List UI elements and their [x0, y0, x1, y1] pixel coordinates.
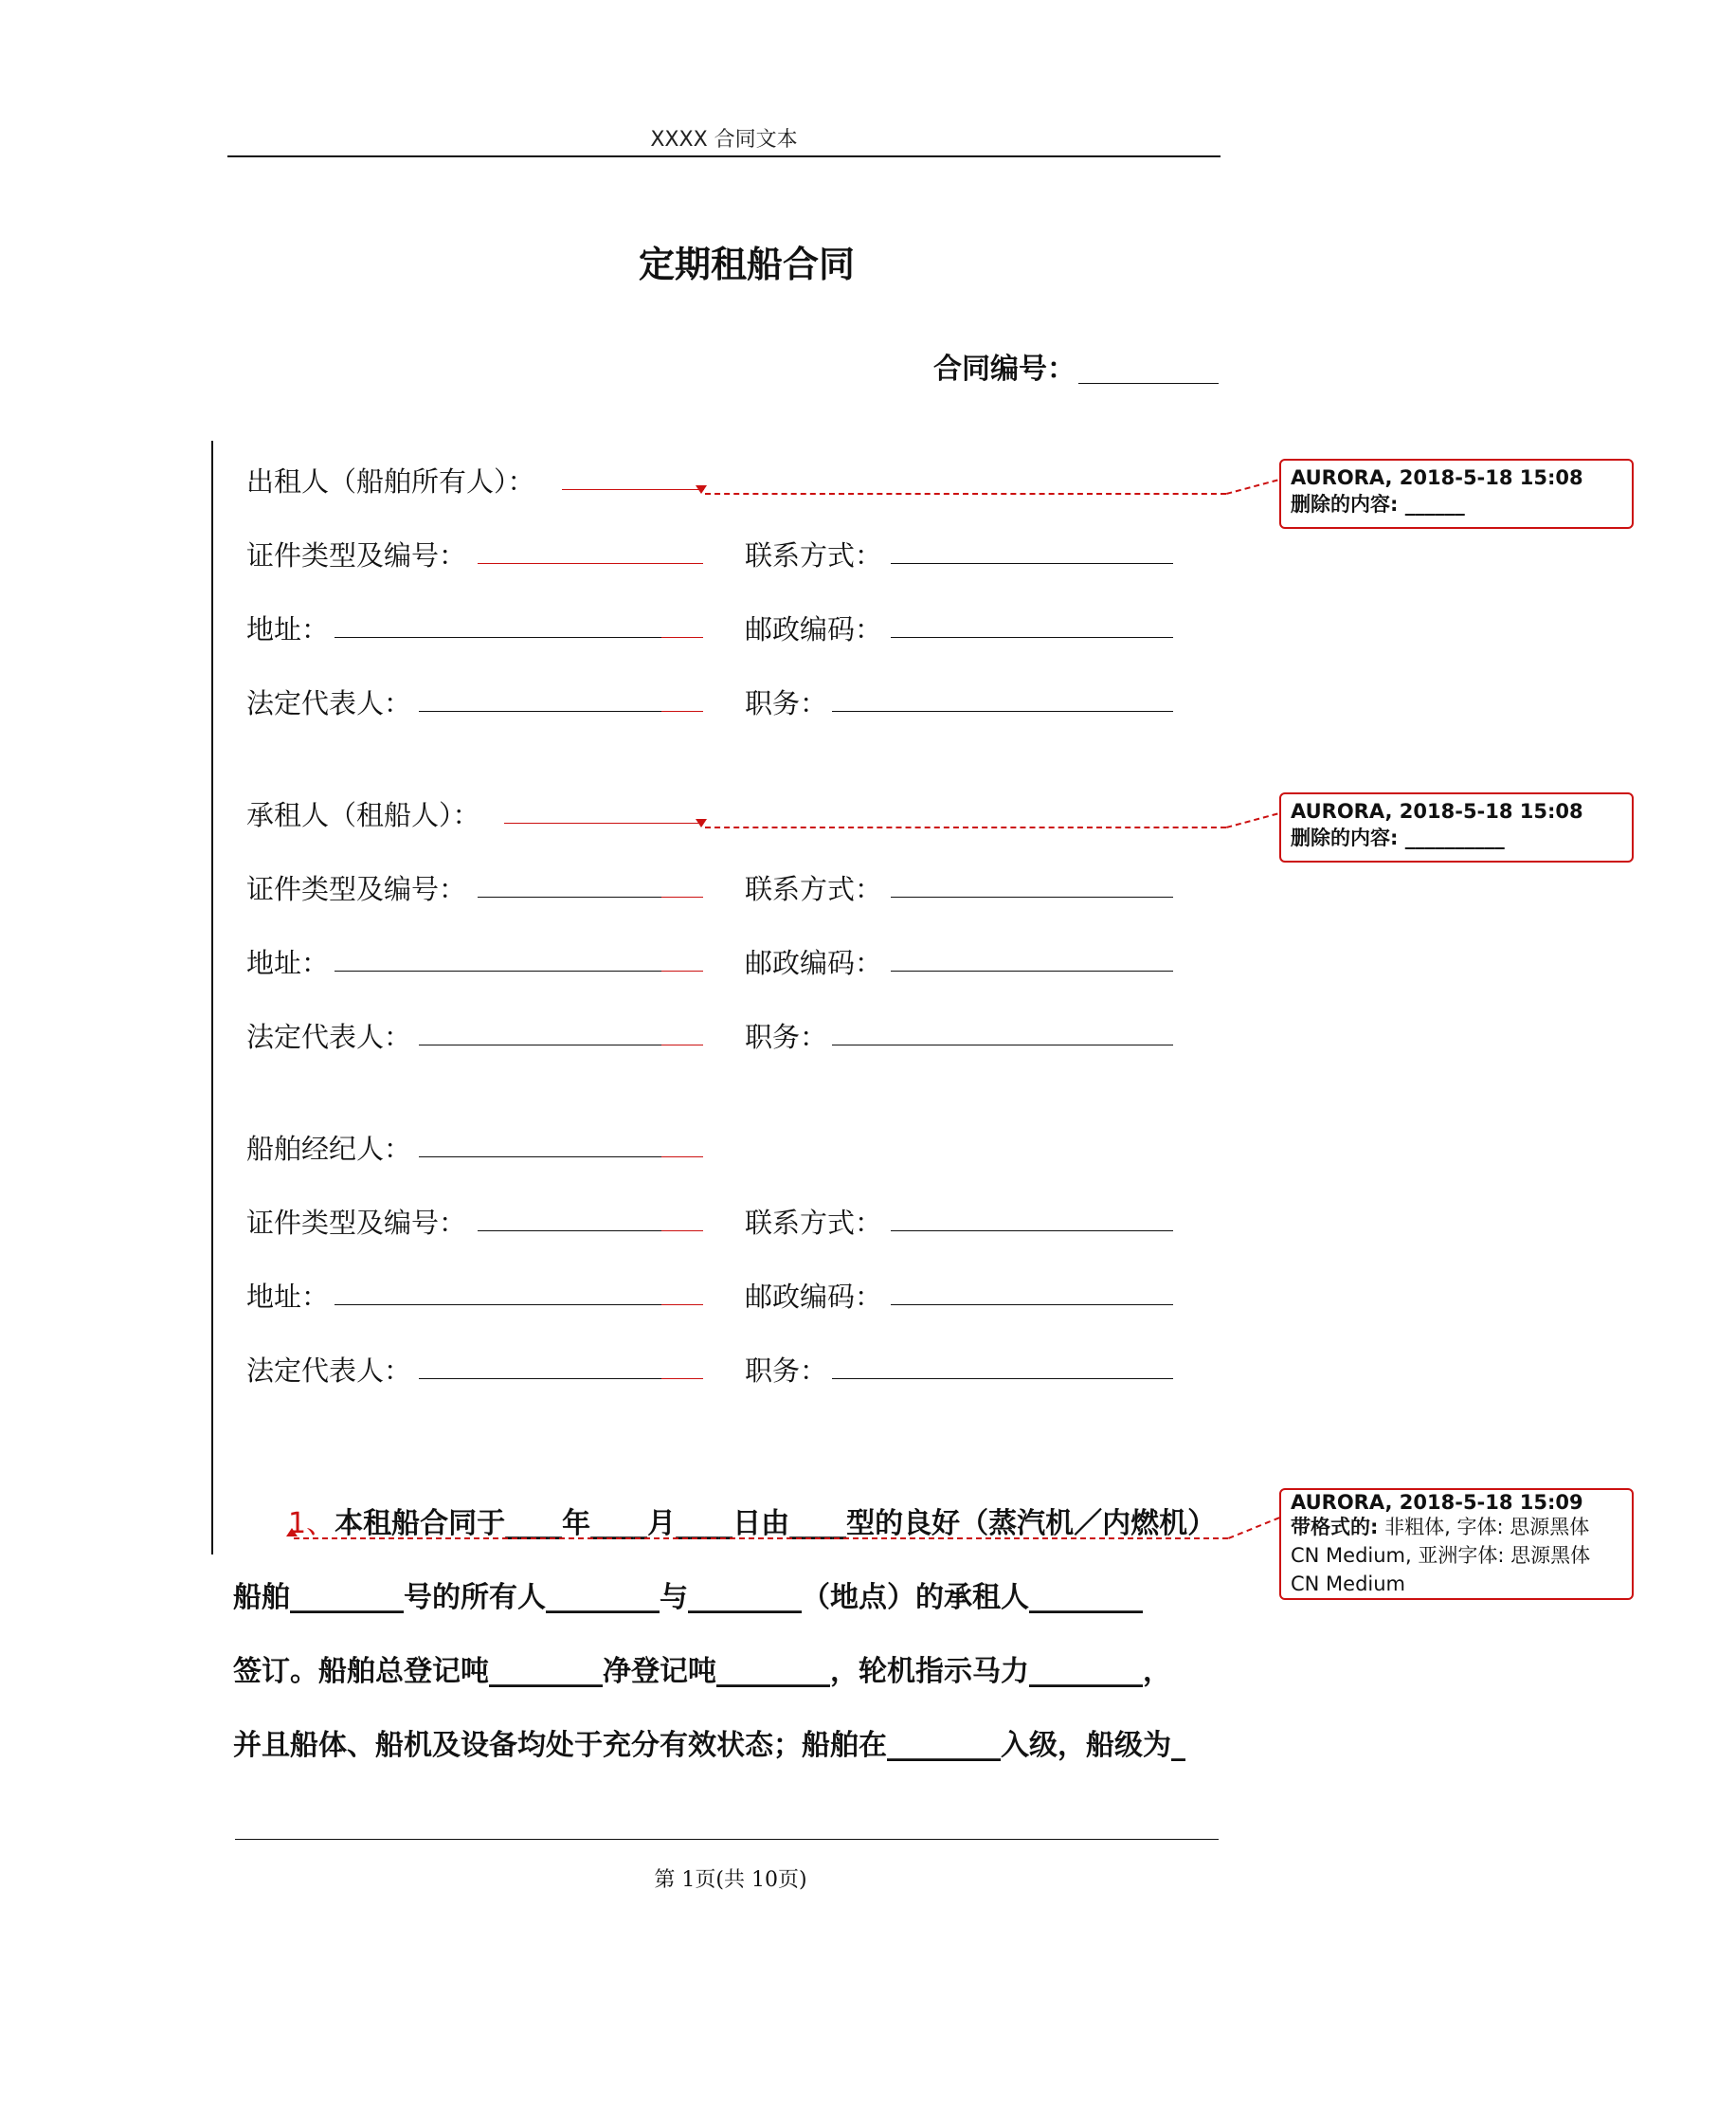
broker-postcode-field[interactable]	[891, 1304, 1173, 1305]
lessor-id-field[interactable]	[478, 563, 703, 564]
broker-rep-field[interactable]	[419, 1378, 661, 1379]
lessor-position-label: 职务：	[745, 687, 828, 719]
lessor-position-field[interactable]	[832, 711, 1173, 712]
lessor-rep-field[interactable]	[419, 711, 661, 712]
track-connector	[705, 827, 1226, 828]
charterer-label: 承租人（租船人）：	[246, 799, 480, 831]
comment-deleted-blank: ______	[1404, 493, 1465, 516]
charterer-id-label: 证件类型及编号：	[246, 873, 467, 905]
comment-format-text-3: CN Medium	[1291, 1573, 1406, 1595]
lessor-address-field-tail	[661, 637, 703, 638]
comment-balloon-2[interactable]	[1279, 792, 1634, 863]
broker-address-field-tail	[661, 1304, 703, 1305]
broker-id-label: 证件类型及编号：	[246, 1207, 467, 1239]
lessor-rep-field-tail	[661, 711, 703, 712]
charterer-address-field[interactable]	[335, 971, 661, 972]
track-connector	[705, 493, 1226, 495]
broker-contact-label: 联系方式：	[745, 1207, 883, 1239]
clause-1-line-2: 船舶________号的所有人________与________（地点）的承租人________	[233, 1581, 1143, 1614]
track-connector-diag	[1226, 813, 1278, 828]
lessor-postcode-field[interactable]	[891, 637, 1173, 638]
charterer-postcode-label: 邮政编码：	[745, 947, 883, 979]
charterer-contact-field[interactable]	[891, 897, 1173, 898]
lessor-contact-field[interactable]	[891, 563, 1173, 564]
broker-address-label: 地址：	[246, 1281, 330, 1313]
broker-name-field-tail	[661, 1156, 703, 1157]
clause-1-line-1-text: 本租船合同于____年____月____日由____型的良好（蒸汽机／内燃机）	[335, 1507, 1217, 1540]
change-bar	[211, 441, 213, 1554]
lessor-address-field[interactable]	[335, 637, 661, 638]
charterer-contact-label: 联系方式：	[745, 873, 883, 905]
track-connector-diag	[1226, 480, 1278, 495]
page-header: XXXX 合同文本	[650, 128, 798, 152]
document-title: 定期租船合同	[638, 244, 855, 285]
charterer-id-field[interactable]	[478, 897, 661, 898]
broker-postcode-label: 邮政编码：	[745, 1281, 883, 1313]
lessor-contact-label: 联系方式：	[745, 539, 883, 572]
contract-number-label: 合同编号：	[933, 353, 1076, 386]
broker-id-field[interactable]	[478, 1230, 661, 1231]
charterer-postcode-field[interactable]	[891, 971, 1173, 972]
comment-author: AURORA, 2018-5-18 15:08	[1291, 800, 1583, 823]
charterer-address-label: 地址：	[246, 947, 330, 979]
header-rule	[227, 155, 1221, 157]
lessor-label: 出租人（船舶所有人）：	[246, 465, 535, 498]
track-anchor	[286, 1528, 298, 1536]
comment-author: AURORA, 2018-5-18 15:08	[1291, 466, 1583, 489]
lessor-postcode-label: 邮政编码：	[745, 613, 883, 645]
comment-format-text-1: 非粗体, 字体: 思源黑体	[1384, 1516, 1590, 1538]
clause-1-line-3: 签订。船舶总登记吨________净登记吨________，轮机指示马力________，	[233, 1655, 1171, 1688]
comment-deleted	[1291, 823, 1622, 851]
broker-id-field-tail	[661, 1230, 703, 1231]
comment-balloon-1[interactable]	[1279, 459, 1634, 529]
charterer-rep-label: 法定代表人：	[246, 1021, 412, 1053]
clause-1-line-4: 并且船体、船机及设备均处于充分有效状态；船舶在________入级，船级为_	[233, 1729, 1185, 1762]
comment-deleted-label: 删除的内容:	[1291, 827, 1399, 849]
clause-number: 1、	[288, 1507, 335, 1540]
comment-deleted-blank: __________	[1404, 827, 1505, 849]
comment-deleted-label: 删除的内容:	[1291, 493, 1399, 516]
broker-contact-field[interactable]	[891, 1230, 1173, 1231]
broker-position-label: 职务：	[745, 1354, 828, 1387]
clause-1-line-1	[288, 1500, 1216, 1541]
broker-address-field[interactable]	[335, 1304, 661, 1305]
comment-deleted	[1291, 489, 1622, 518]
contract-number-field[interactable]	[1078, 383, 1219, 384]
comment-balloon-3[interactable]	[1279, 1488, 1634, 1600]
charterer-position-label: 职务：	[745, 1021, 828, 1053]
broker-rep-label: 法定代表人：	[246, 1354, 412, 1387]
comment-format-label: 带格式的:	[1291, 1516, 1379, 1538]
lessor-rep-label: 法定代表人：	[246, 687, 412, 719]
broker-name-field[interactable]	[419, 1156, 661, 1157]
lessor-name-field[interactable]	[562, 489, 704, 490]
broker-position-field[interactable]	[832, 1378, 1173, 1379]
broker-rep-field-tail	[661, 1378, 703, 1379]
footer-rule	[235, 1839, 1219, 1840]
charterer-id-field-tail	[661, 897, 703, 898]
comment-format-text-2: CN Medium, 亚洲字体: 思源黑体	[1291, 1544, 1591, 1567]
lessor-id-label: 证件类型及编号：	[246, 539, 467, 572]
charterer-name-field[interactable]	[504, 823, 703, 824]
lessor-address-label: 地址：	[246, 613, 330, 645]
broker-label: 船舶经纪人：	[246, 1133, 412, 1165]
track-connector-diag	[1228, 1517, 1280, 1539]
charterer-address-field-tail	[661, 971, 703, 972]
track-connector	[294, 1537, 1228, 1539]
comment-author: AURORA, 2018-5-18 15:09	[1291, 1491, 1583, 1514]
page-footer: 第 1页(共 10页)	[654, 1868, 807, 1892]
